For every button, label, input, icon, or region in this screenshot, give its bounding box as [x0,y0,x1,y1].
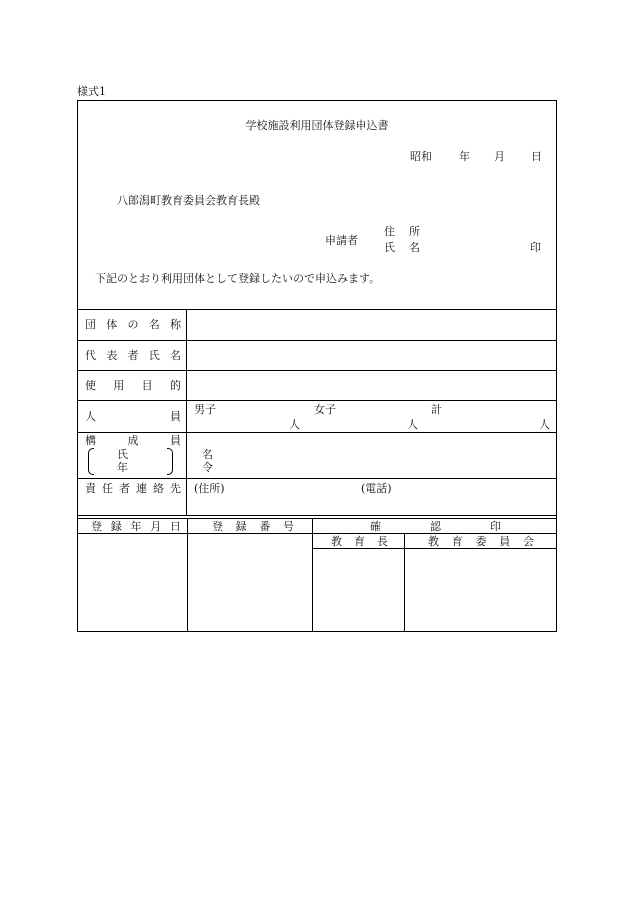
form-title: 学校施設利用団体登録申込書 [245,119,389,132]
composition-field [188,433,556,478]
date-day: 日 [531,150,542,163]
purpose-label: 使 用 目 的 [85,379,181,392]
addressee: 八郎潟町教育委員会教育長殿 [117,194,260,207]
reg-number-header: 登 録 番 号 [212,520,294,533]
applicant-address-label: 住 所 [384,225,420,238]
applicant-name-label: 氏 名 [384,241,420,254]
form-label: 様式1 [77,85,106,98]
composition-label: 構 成 員 [85,434,181,447]
registration-table [78,518,556,631]
total-label: 計 [431,403,442,416]
reg-date-cell [78,534,187,631]
members-label: 人 員 [85,410,181,423]
board-header-cell [428,535,534,548]
board-header: 教 育 委 員 会 [428,535,534,548]
female-label: 女子 [314,403,336,416]
statement-text: 下記のとおり利用団体として登録したいので申込みます。 [95,272,381,285]
seal-header-cell [370,520,501,533]
left-bracket-icon [88,448,94,475]
row-purpose [78,370,556,400]
composition-bracket [88,448,213,475]
purpose-field [188,371,556,400]
reg-number-cell [188,534,312,631]
group-name-field [188,310,556,340]
board-seal-cell [405,549,556,631]
purpose-label-cell [78,371,187,400]
applicant-address-label-wrap [384,225,420,238]
row-contact [78,478,556,516]
members-field [188,401,556,432]
superintendent-header: 教 育 長 [331,535,388,548]
contact-phone-label: (電話) [361,482,392,495]
reg-date-header: 登 録 年 月 日 [91,520,181,533]
superintendent-seal-cell [313,549,404,631]
members-label-cell [78,401,187,432]
date-month: 月 [494,150,505,163]
group-name-label-cell [78,310,187,340]
applicant-label: 申請者 [325,234,358,247]
applicant-name-label-wrap [384,241,420,254]
composition-name-label: 氏 名 [117,448,213,461]
composition-age-label: 年 令 [117,461,213,474]
reg-number-header-cell [212,520,294,533]
contact-label: 責 任 者 連 絡 先 [85,482,181,495]
row-members [78,400,556,432]
contact-label-cell [78,479,187,515]
row-composition [78,432,556,478]
row-representative [78,340,556,370]
reg-date-header-cell [91,520,181,533]
superintendent-header-cell [331,535,388,548]
group-name-label: 団 体 の 名 称 [85,318,181,331]
contact-field [188,479,556,515]
contact-address-label: (住所) [194,482,225,495]
total-unit: 人 [539,418,550,431]
female-unit: 人 [407,418,418,431]
composition-label-cell [78,433,213,478]
application-form [77,100,557,632]
male-label: 男子 [194,403,216,416]
seal-mark: 印 [530,241,541,254]
representative-field [188,341,556,370]
date-era: 昭和 [410,150,432,163]
seal-header: 確 認 印 [370,520,501,533]
male-unit: 人 [289,418,300,431]
date-year: 年 [459,150,470,163]
representative-label-cell [78,341,187,370]
row-group-name [78,309,556,340]
representative-label: 代 表 者 氏 名 [85,349,181,362]
